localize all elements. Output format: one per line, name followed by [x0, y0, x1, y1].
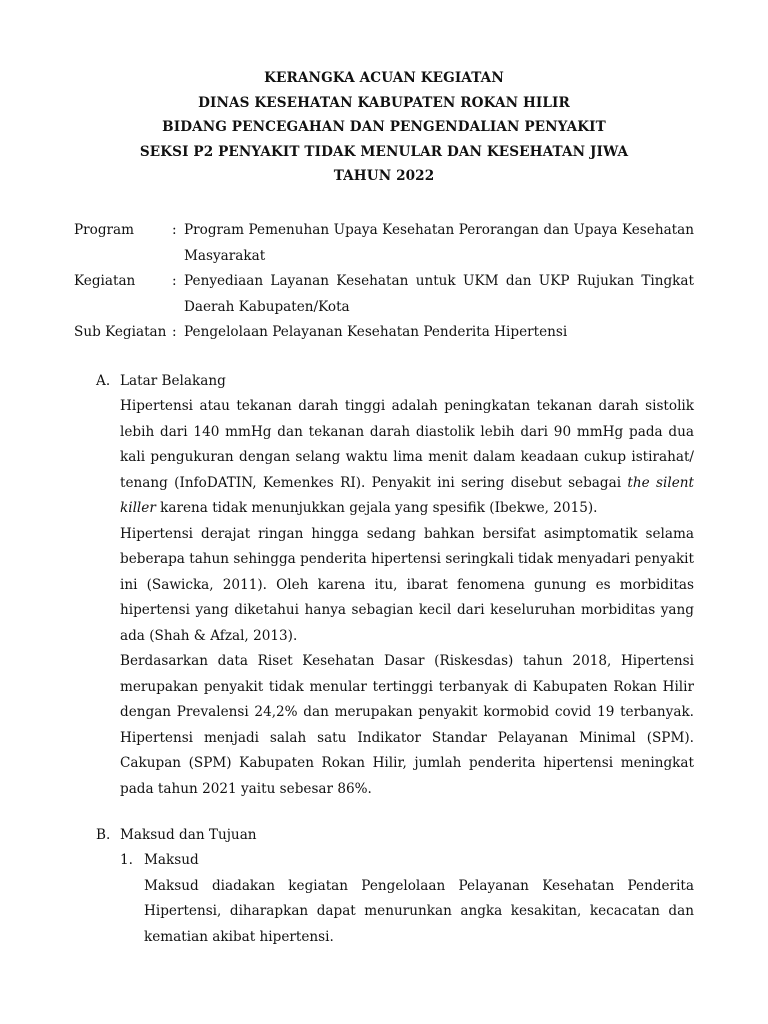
section-heading	[96, 823, 694, 848]
section-letter: B.	[96, 827, 111, 843]
document-title	[0, 66, 768, 189]
paragraph-1	[120, 394, 694, 522]
subsection-title: Maksud	[144, 852, 199, 868]
section-title: Latar Belakang	[120, 373, 226, 389]
kegiatan-value: Penyediaan Layanan Kesehatan untuk UKM dan UKP Rujukan Tingkat Daerah Kabupaten/Kota	[184, 273, 694, 315]
subkegiatan-label: Sub Kegiatan	[74, 324, 167, 340]
title-line-4: SEKSI P2 PENYAKIT TIDAK MENULAR DAN KESEHATAN JIWA	[139, 143, 629, 160]
colon: :	[172, 324, 177, 340]
section-letter: A.	[96, 373, 111, 389]
subsection-heading	[120, 848, 694, 874]
section-title: Maksud dan Tujuan	[120, 827, 257, 843]
program-value: Program Pemenuhan Upaya Kesehatan Perorangan dan Upaya Kesehatan Masyarakat	[184, 222, 694, 264]
title-year: TAHUN 2022	[333, 168, 435, 184]
italic-term: the silent killer	[120, 474, 694, 516]
subsection-number: 1.	[120, 852, 133, 868]
program-row	[74, 218, 694, 269]
section-latar-belakang	[96, 369, 694, 802]
colon: :	[172, 222, 177, 238]
title-line-3: BIDANG PENCEGAHAN DAN PENGENDALIAN PENYAKIT	[162, 119, 606, 135]
subkegiatan-value: Pengelolaan Pelayanan Kesehatan Penderita Hipertensi	[184, 324, 568, 340]
subsection-paragraph: Maksud diadakan kegiatan Pengelolaan Pelayanan Kesehatan Penderita Hipertensi, diharapkan dapat menurunkan angka kesakitan, kecacatan dan kematian akibat hipertensi.	[144, 877, 694, 945]
subkegiatan-row	[74, 320, 694, 346]
section-heading	[96, 369, 694, 394]
colon: :	[172, 273, 177, 289]
title-line-2: DINAS KESEHATAN KABUPATEN ROKAN HILIR	[198, 94, 570, 111]
program-label: Program	[74, 222, 135, 238]
program-info	[74, 218, 694, 346]
title-line-1: KERANGKA ACUAN KEGIATAN	[264, 70, 504, 86]
paragraph-2: Hipertensi derajat ringan hingga sedang bahkan bersifat asimptomatik selama beberapa tahun sehingga penderita hipertensi seringkali tidak menyadari penyakit ini (Sawicka, 2011). Oleh karena itu, ibarat fenomena gunung es morbiditas hipertensi yang diketahui hanya sebagian kecil dari keseluruhan morbiditas yang ada (Shah & Afzal, 2013).	[120, 525, 694, 644]
section-maksud-tujuan	[96, 823, 694, 950]
kegiatan-row	[74, 269, 694, 320]
kegiatan-label: Kegiatan	[74, 273, 136, 289]
paragraph-3: Berdasarkan data Riset Kesehatan Dasar (Riskesdas) tahun 2018, Hipertensi merupakan penyakit tidak menular tertinggi terbanyak di Kabupaten Rokan Hilir dengan Prevalensi 24,2% dan merupakan penyakit kormobid covid 19 terbanyak. Hipertensi menjadi salah satu Indikator Standar Pelayanan Minimal (SPM). Cakupan (SPM) Kabupaten Rokan Hilir, jumlah penderita hipertensi meningkat pada tahun 2021 yaitu sebesar 86%.	[120, 653, 694, 797]
paragraph-text: karena tidak menunjukkan gejala yang spesifik (Ibekwe, 2015).	[155, 500, 598, 516]
paragraph-text: Hipertensi atau tekanan darah tinggi adalah peningkatan tekanan darah sistolik lebih dari 140 mmHg dan tekanan darah diastolik lebih dari 90 mmHg pada dua kali pengukuran dengan selang waktu lima menit dalam keadaan cukup istirahat/ tenang (InfoDATIN, Kemenkes RI). Penyakit ini sering disebut sebagai	[120, 398, 694, 491]
